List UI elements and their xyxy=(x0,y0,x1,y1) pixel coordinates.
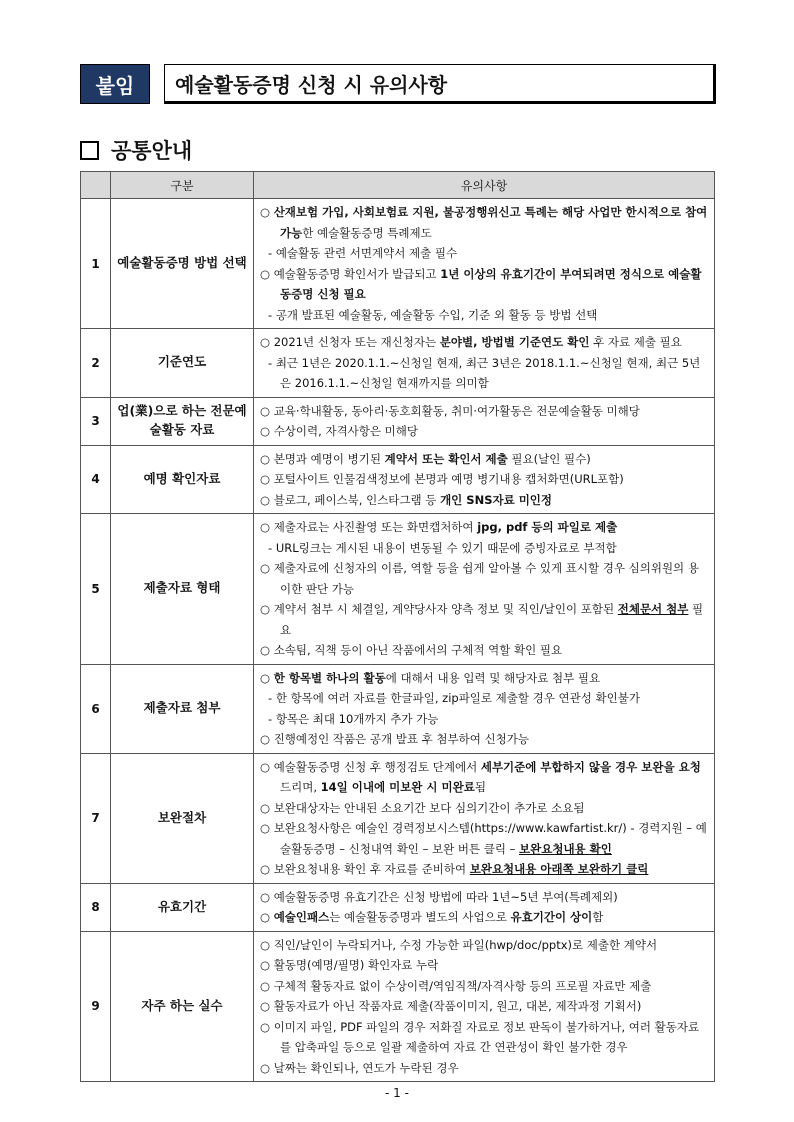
note-line xyxy=(260,243,708,264)
section-title-text: 공통안내 xyxy=(111,139,193,163)
circle-bullet-icon: ○ xyxy=(260,205,274,219)
note-text: 보완요청내용 아래쪽 보완하기 클릭 xyxy=(469,862,649,876)
note-line xyxy=(260,599,708,640)
note-line xyxy=(260,996,708,1017)
note-text: 유효기간이 상이 xyxy=(510,910,593,924)
row-number: 2 xyxy=(81,329,111,398)
circle-bullet-icon: ○ xyxy=(260,266,274,281)
note-text: 2021년 신청자 또는 재신청자는 xyxy=(273,335,440,349)
note-line xyxy=(260,887,708,908)
header-category: 구분 xyxy=(111,172,254,199)
row-category: 제출자료 형태 xyxy=(111,514,254,665)
row-notes xyxy=(254,514,715,665)
note-text: 제출자료에 신청자의 이름, 역할 등을 쉽게 알아볼 수 있게 표시할 경우 심의위원의 용이한 판단 가능 xyxy=(273,561,699,596)
note-line xyxy=(260,558,708,599)
dash-bullet-icon: - xyxy=(268,711,276,726)
row-category: 업(業)으로 하는 전문예술활동 자료 xyxy=(111,397,254,445)
note-text: 분야별, 방법별 기준연도 확인 xyxy=(439,335,590,349)
circle-bullet-icon: ○ xyxy=(260,821,274,835)
table-row xyxy=(81,753,715,883)
row-category: 제출자료 첨부 xyxy=(111,664,254,753)
circle-bullet-icon: ○ xyxy=(260,670,274,685)
circle-bullet-icon: ○ xyxy=(260,335,274,349)
notice-table xyxy=(80,171,715,1082)
note-text: 드리며, xyxy=(280,780,321,794)
circle-bullet-icon: ○ xyxy=(260,492,274,507)
circle-bullet-icon: ○ xyxy=(260,561,274,575)
header xyxy=(80,64,716,104)
circle-bullet-icon: ○ xyxy=(260,958,274,972)
note-text: 한 항목에 여러 자료를 한글파일, zip파일로 제출할 경우 연관성 확인불가 xyxy=(275,691,640,705)
circle-bullet-icon: ○ xyxy=(260,602,274,616)
note-line xyxy=(260,1058,708,1079)
row-notes xyxy=(254,931,715,1082)
note-text: 한 항목별 하나의 활동 xyxy=(273,670,386,685)
circle-bullet-icon: ○ xyxy=(260,800,274,815)
note-line xyxy=(260,490,708,511)
circle-bullet-icon: ○ xyxy=(260,889,274,904)
table-row xyxy=(81,664,715,753)
circle-bullet-icon: ○ xyxy=(260,862,274,876)
note-text: 계약서 또는 확인서 제출 xyxy=(384,451,508,466)
row-category: 유효기간 xyxy=(111,883,254,931)
note-line xyxy=(260,517,708,538)
row-number: 9 xyxy=(81,931,111,1082)
note-text: 최근 1년은 2020.1.1.~신청일 현재, 최근 3년은 2018.1.1.~신청일 현재, 최근 5년은 2016.1.1.~신청일 현재까지를 의미함 xyxy=(275,355,701,390)
note-text: 에 대해서 내용 입력 및 해당자료 첨부 필요 xyxy=(385,670,601,685)
note-text: 전체문서 첨부 xyxy=(617,602,689,616)
note-text: 14일 이내에 미보완 시 미완료 xyxy=(320,780,475,794)
circle-bullet-icon: ○ xyxy=(260,424,274,438)
note-text: 보완대상자는 안내된 소요기간 보다 심의기간이 추가로 소요됨 xyxy=(273,800,585,815)
attachment-tag: 붙임 xyxy=(80,64,150,104)
note-text: URL링크는 게시된 내용이 변동될 수 있기 때문에 증빙자료로 부적합 xyxy=(275,540,617,555)
row-notes xyxy=(254,664,715,753)
note-text: 예술인패스 xyxy=(273,910,330,924)
note-line xyxy=(260,469,708,490)
row-notes xyxy=(254,445,715,514)
note-line xyxy=(260,305,708,326)
row-notes xyxy=(254,883,715,931)
document-title: 예술활동증명 신청 시 유의사항 xyxy=(164,64,716,104)
note-line xyxy=(260,202,708,243)
row-category: 예명 확인자료 xyxy=(111,445,254,514)
note-text: 포털사이트 인물검색정보에 본명과 예명 병기내용 캡처화면(URL포함) xyxy=(273,472,624,486)
note-text: 됨 xyxy=(474,780,486,794)
note-text: 교육·학내활동, 동아리·동호회활동, 취미·여가활동은 전문예술활동 미해당 xyxy=(273,403,640,418)
note-text: 함 xyxy=(592,910,604,924)
note-text: 블로그, 페이스북, 인스타그램 등 xyxy=(273,492,441,507)
circle-bullet-icon: ○ xyxy=(260,910,274,924)
row-category: 예술활동증명 방법 선택 xyxy=(111,199,254,329)
note-line xyxy=(260,955,708,976)
note-text: 세부기준에 부합하지 않을 경우 보완을 요청 xyxy=(480,759,701,774)
table-row xyxy=(81,397,715,445)
note-text: 날짜는 확인되나, 연도가 누락된 경우 xyxy=(273,1060,459,1075)
note-text: 산재보험 가입, 사회보험료 지원, 불공정행위신고 특례는 해당 사업만 한시적으로 참여가능 xyxy=(273,205,708,240)
note-line xyxy=(260,729,708,750)
circle-bullet-icon: ○ xyxy=(260,937,274,952)
note-line xyxy=(260,264,708,305)
row-category: 기준연도 xyxy=(111,329,254,398)
note-line xyxy=(260,401,708,422)
dash-bullet-icon: - xyxy=(268,307,276,322)
row-category: 자주 하는 실수 xyxy=(111,931,254,1082)
note-text: 계약서 첨부 시 체결일, 계약당사자 양측 정보 및 직인/날인이 포함된 xyxy=(273,602,618,616)
note-text: 항목은 최대 10개까지 추가 가능 xyxy=(275,711,439,726)
note-text: 예술활동증명 신청 후 행정검토 단계에서 xyxy=(273,759,481,774)
dash-bullet-icon: - xyxy=(268,691,276,705)
circle-bullet-icon: ○ xyxy=(260,1060,274,1075)
row-number: 1 xyxy=(81,199,111,329)
note-text: 활동명(예명/필명) 확인자료 누락 xyxy=(273,958,439,972)
circle-bullet-icon: ○ xyxy=(260,999,274,1013)
row-notes xyxy=(254,753,715,883)
row-notes xyxy=(254,397,715,445)
dash-bullet-icon: - xyxy=(268,540,276,555)
note-line xyxy=(260,798,708,819)
note-line xyxy=(260,353,708,394)
note-text: 한 예술활동증명 특례제도 xyxy=(302,225,432,240)
header-num xyxy=(81,172,111,199)
note-text: 필요 xyxy=(280,602,704,637)
note-line xyxy=(260,757,708,798)
note-line xyxy=(260,688,708,709)
note-line xyxy=(260,332,708,353)
note-text: 는 예술활동증명과 별도의 사업으로 xyxy=(329,910,511,924)
row-number: 8 xyxy=(81,883,111,931)
note-text: 후 자료 제출 필요 xyxy=(589,335,682,349)
note-text: 진행예정인 작품은 공개 발표 후 첨부하여 신청가능 xyxy=(273,732,529,746)
note-text: 예술활동 관련 서면계약서 제출 필수 xyxy=(275,246,458,260)
row-number: 7 xyxy=(81,753,111,883)
note-line xyxy=(260,709,708,730)
note-text: 수상이력, 자격사항은 미해당 xyxy=(273,424,418,438)
circle-bullet-icon: ○ xyxy=(260,759,274,774)
note-text: jpg, pdf 등의 파일로 제출 xyxy=(477,520,618,534)
table-row xyxy=(81,199,715,329)
note-line xyxy=(260,449,708,470)
note-line xyxy=(260,976,708,997)
circle-bullet-icon: ○ xyxy=(260,451,274,466)
dash-bullet-icon: - xyxy=(268,246,276,260)
note-line xyxy=(260,640,708,661)
table-header-row xyxy=(81,172,715,199)
row-notes xyxy=(254,199,715,329)
note-line xyxy=(260,859,708,880)
note-text: 활동자료가 아닌 작품자료 제출(작품이미지, 원고, 대본, 제작과정 기획서) xyxy=(273,999,642,1013)
note-line xyxy=(260,668,708,689)
note-line xyxy=(260,538,708,559)
note-text: 직인/날인이 누락되거나, 수정 가능한 파일(hwp/doc/pptx)로 제출한 계약서 xyxy=(273,937,658,952)
table-row xyxy=(81,329,715,398)
checkbox-square-icon xyxy=(80,141,99,160)
circle-bullet-icon: ○ xyxy=(260,732,274,746)
row-number: 6 xyxy=(81,664,111,753)
note-text: 구체적 활동자료 없이 수상이력/역임직책/자격사항 등의 프로필 자료만 제출 xyxy=(273,978,652,993)
row-number: 5 xyxy=(81,514,111,665)
note-text: 본명과 예명이 병기된 xyxy=(273,451,385,466)
note-text: 이미지 파일, PDF 파일의 경우 저화질 자료로 정보 판독이 불가하거나, 여러 활동자료를 압축파일 등으로 일괄 제출하여 자료 간 연관성이 확인 불가한 경우 xyxy=(273,1019,700,1054)
table-row xyxy=(81,445,715,514)
note-text: 소속팀, 직책 등이 아닌 작품에서의 구체적 역할 확인 필요 xyxy=(273,643,563,657)
circle-bullet-icon: ○ xyxy=(260,643,274,657)
circle-bullet-icon: ○ xyxy=(260,472,274,486)
row-number: 3 xyxy=(81,397,111,445)
note-line xyxy=(260,935,708,956)
circle-bullet-icon: ○ xyxy=(260,520,274,534)
note-text: 1년 이상의 유효기간이 부여되려면 정식으로 예술활동증명 신청 필요 xyxy=(280,266,702,301)
note-line xyxy=(260,421,708,442)
circle-bullet-icon: ○ xyxy=(260,403,274,418)
note-text: 필요(날인 필수) xyxy=(507,451,591,466)
note-text: 보완요청사항은 예술인 경력정보시스템(https://www.kawfartist.kr/) - 경력지원 – 예술활동증명 – 신청내역 확인 – 보완 버튼 클릭 – xyxy=(273,821,707,856)
circle-bullet-icon: ○ xyxy=(260,978,274,993)
note-text: 보완요청내용 확인 후 자료를 준비하여 xyxy=(273,862,470,876)
row-notes xyxy=(254,329,715,398)
page-number: - 1 - xyxy=(385,1086,409,1100)
header-notes: 유의사항 xyxy=(254,172,715,199)
section-heading xyxy=(80,135,192,165)
table-row xyxy=(81,931,715,1082)
dash-bullet-icon: - xyxy=(268,355,276,370)
table-row xyxy=(81,514,715,665)
row-number: 4 xyxy=(81,445,111,514)
table-row xyxy=(81,883,715,931)
note-text: 예술활동증명 유효기간은 신청 방법에 따라 1년~5년 부여(특례제외) xyxy=(273,889,618,904)
note-text: 예술활동증명 확인서가 발급되고 xyxy=(273,266,441,281)
note-text: 제출자료는 사진촬영 또는 화면캡처하여 xyxy=(273,520,478,534)
row-category: 보완절차 xyxy=(111,753,254,883)
note-text: 개인 SNS자료 미인정 xyxy=(440,492,553,507)
note-line xyxy=(260,1017,708,1058)
note-text: 보완요청내용 확인 xyxy=(519,841,612,856)
note-line xyxy=(260,818,708,859)
note-text: 공개 발표된 예술활동, 예술활동 수입, 기준 외 활동 등 방법 선택 xyxy=(275,307,598,322)
circle-bullet-icon: ○ xyxy=(260,1019,274,1034)
note-line xyxy=(260,907,708,928)
